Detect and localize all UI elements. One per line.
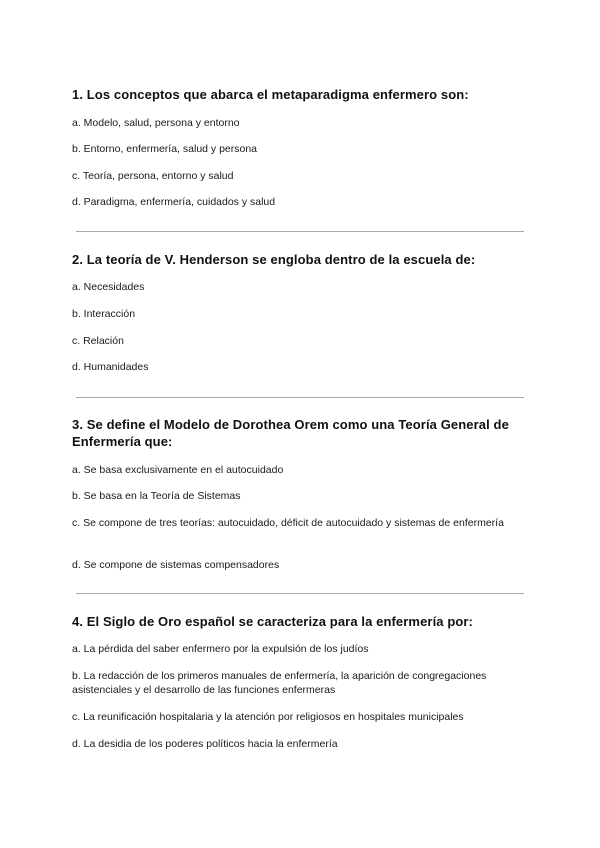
question-2-option-a: a. Necesidades — [72, 281, 145, 293]
question-3-option-a: a. Se basa exclusivamente en el autocuidado — [72, 464, 284, 476]
question-4-option-b: b. La redacción de los primeros manuales de enfermería, la aparición de congregaciones asistenciales y el desarrollo de las funciones enfermeras — [72, 670, 487, 696]
question-1-option-c: c. Teoría, persona, entorno y salud — [72, 170, 234, 182]
question-4-option-a: a. La pérdida del saber enfermero por la expulsión de los judíos — [72, 643, 369, 655]
divider-1 — [76, 231, 524, 232]
question-1-title: 1. Los conceptos que abarca el metaparadigma enfermero son: — [72, 87, 469, 102]
question-1-option-a: a. Modelo, salud, persona y entorno — [72, 117, 240, 129]
question-2-option-c: c. Relación — [72, 335, 124, 347]
divider-3 — [76, 593, 524, 594]
question-2-option-d: d. Humanidades — [72, 361, 149, 373]
question-3-option-d: d. Se compone de sistemas compensadores — [72, 559, 280, 571]
question-3-option-b: b. Se basa en la Teoría de Sistemas — [72, 490, 241, 502]
question-4-option-c: c. La reunificación hospitalaria y la atención por religiosos en hospitales municipales — [72, 711, 464, 723]
question-2-option-b: b. Interacción — [72, 308, 136, 320]
divider-2 — [76, 397, 524, 398]
question-1-option-b: b. Entorno, enfermería, salud y persona — [72, 143, 258, 155]
question-1-option-d: d. Paradigma, enfermería, cuidados y salud — [72, 196, 276, 208]
question-4-title: 4. El Siglo de Oro español se caracteriza para la enfermería por: — [72, 614, 473, 629]
question-4-option-d: d. La desidia de los poderes políticos hacia la enfermería — [72, 738, 338, 750]
question-3-option-c: c. Se compone de tres teorías: autocuidado, déficit de autocuidado y sistemas de enfermería — [72, 517, 504, 529]
question-2-title: 2. La teoría de V. Henderson se engloba dentro de la escuela de: — [72, 252, 476, 267]
question-3-title: 3. Se define el Modelo de Dorothea Orem como una Teoría General de Enfermería que: — [72, 417, 509, 449]
